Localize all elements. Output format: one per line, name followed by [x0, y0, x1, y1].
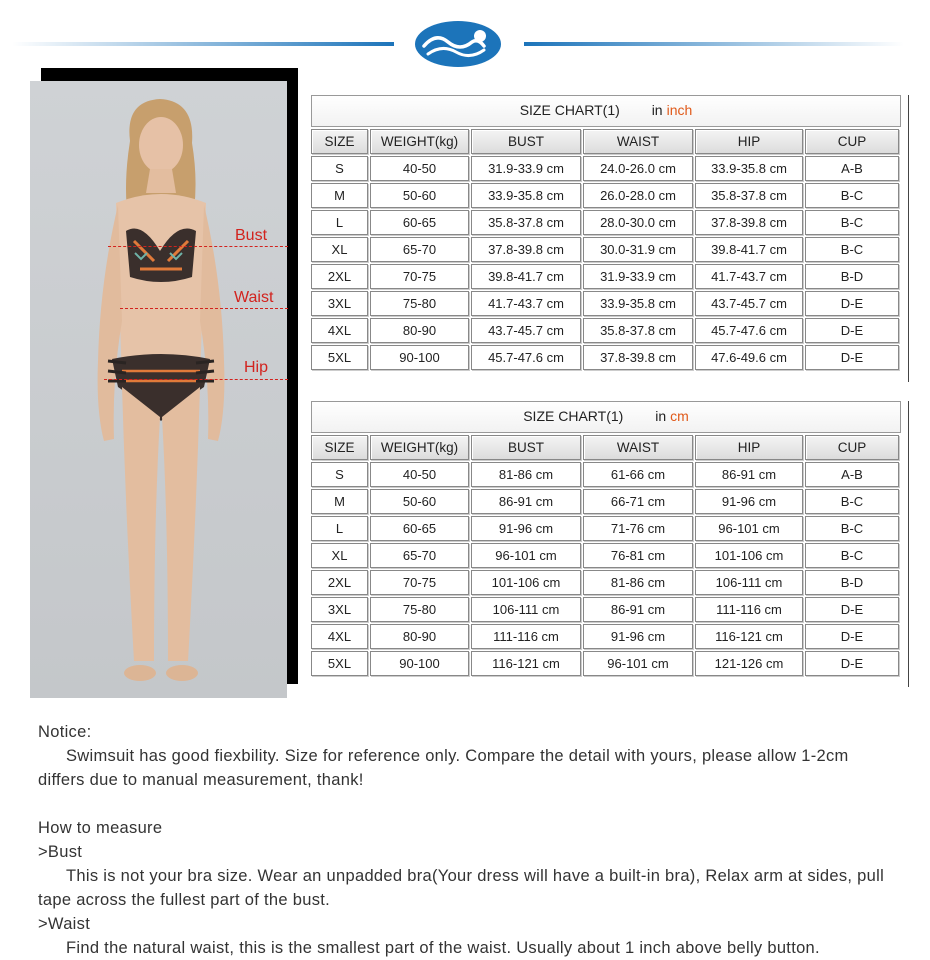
- hip-label: Hip: [244, 359, 269, 376]
- table-cell: 116-121 cm: [471, 651, 581, 676]
- table-cell: S: [311, 156, 368, 181]
- table-row: [311, 516, 901, 541]
- table-cell: 37.8-39.8 cm: [695, 210, 803, 235]
- table-cell: M: [311, 183, 368, 208]
- table-header-row: [311, 129, 901, 154]
- table-cell: 5XL: [311, 651, 368, 676]
- header-divider-right: [524, 42, 904, 46]
- table-cell: 28.0-30.0 cm: [583, 210, 693, 235]
- table-cell: D-E: [805, 651, 899, 676]
- notice-body: Swimsuit has good fiexbility. Size for reference only. Compare the detail with yours, please allow 1-2cm differs due to manual measurement, thank!: [38, 747, 849, 789]
- table-cell: 31.9-33.9 cm: [583, 264, 693, 289]
- table-cell: 90-100: [370, 345, 469, 370]
- table-cell: 80-90: [370, 624, 469, 649]
- hip-guide-line: [104, 379, 288, 380]
- table-cell: 41.7-43.7 cm: [471, 291, 581, 316]
- header-cell: CUP: [805, 129, 899, 154]
- table-cell: A-B: [805, 156, 899, 181]
- table-cell: 40-50: [370, 462, 469, 487]
- table-cell: 33.9-35.8 cm: [583, 291, 693, 316]
- chart-title-text: SIZE CHART(1): [519, 102, 620, 118]
- table-cell: 70-75: [370, 264, 469, 289]
- table-row: [311, 489, 901, 514]
- table-cell: 96-101 cm: [583, 651, 693, 676]
- table-cell: 86-91 cm: [471, 489, 581, 514]
- table-cell: 116-121 cm: [695, 624, 803, 649]
- table-cell: S: [311, 462, 368, 487]
- table-cell: 24.0-26.0 cm: [583, 156, 693, 181]
- table-header-row: [311, 435, 901, 460]
- table-cell: M: [311, 489, 368, 514]
- table-cell: 75-80: [370, 597, 469, 622]
- table-cell: B-C: [805, 183, 899, 208]
- size-chart-cm: [311, 401, 901, 676]
- table-cell: L: [311, 516, 368, 541]
- table-cell: 91-96 cm: [695, 489, 803, 514]
- table-cell: 43.7-45.7 cm: [471, 318, 581, 343]
- notice-heading: Notice:: [38, 723, 92, 741]
- table-cell: 86-91 cm: [583, 597, 693, 622]
- how-to-measure-heading: How to measure: [38, 819, 163, 837]
- table-row: [311, 291, 901, 316]
- header-cell: HIP: [695, 129, 803, 154]
- waist-guide-line: [120, 308, 288, 309]
- table-cell: 106-111 cm: [695, 570, 803, 595]
- bust-text: This is not your bra size. Wear an unpadded bra(Your dress will have a built-in bra), Relax arm at sides, pull tape across the fullest part of the bust.: [38, 867, 885, 909]
- header-cell: HIP: [695, 435, 803, 460]
- table-cell: 37.8-39.8 cm: [471, 237, 581, 262]
- table-edge-line: [908, 95, 909, 382]
- table-cell: 65-70: [370, 543, 469, 568]
- header-divider-left: [12, 42, 394, 46]
- table-cell: 26.0-28.0 cm: [583, 183, 693, 208]
- header-cell: SIZE: [311, 129, 368, 154]
- swim-wave-logo-icon: [414, 20, 502, 68]
- table-cell: 37.8-39.8 cm: [583, 345, 693, 370]
- table-cell: 39.8-41.7 cm: [471, 264, 581, 289]
- table-cell: 71-76 cm: [583, 516, 693, 541]
- table-cell: 39.8-41.7 cm: [695, 237, 803, 262]
- waist-text: Find the natural waist, this is the smallest part of the waist. Usually about 1 inch above belly button.: [66, 939, 820, 957]
- model-photo: [30, 81, 287, 698]
- table-cell: D-E: [805, 624, 899, 649]
- table-row: [311, 237, 901, 262]
- table-cell: 70-75: [370, 570, 469, 595]
- table-cell: 50-60: [370, 183, 469, 208]
- table-cell: B-C: [805, 237, 899, 262]
- table-cell: 101-106 cm: [471, 570, 581, 595]
- table-cell: 2XL: [311, 264, 368, 289]
- table-row: [311, 345, 901, 370]
- table-cell: 47.6-49.6 cm: [695, 345, 803, 370]
- table-cell: 90-100: [370, 651, 469, 676]
- table-cell: 45.7-47.6 cm: [471, 345, 581, 370]
- header-cell: BUST: [471, 129, 581, 154]
- header-cell: BUST: [471, 435, 581, 460]
- chart-unit: inch: [666, 102, 693, 118]
- table-cell: 65-70: [370, 237, 469, 262]
- table-row: [311, 462, 901, 487]
- table-row: [311, 570, 901, 595]
- table-row: [311, 264, 901, 289]
- table-row: [311, 318, 901, 343]
- table-cell: XL: [311, 237, 368, 262]
- header-cell: SIZE: [311, 435, 368, 460]
- table-cell: 33.9-35.8 cm: [471, 183, 581, 208]
- table-cell: 66-71 cm: [583, 489, 693, 514]
- table-cell: L: [311, 210, 368, 235]
- header-cell: WEIGHT(kg): [370, 129, 469, 154]
- table-cell: 35.8-37.8 cm: [471, 210, 581, 235]
- waist-heading: >Waist: [38, 915, 91, 933]
- table-cell: 80-90: [370, 318, 469, 343]
- table-cell: B-C: [805, 516, 899, 541]
- waist-label: Waist: [234, 289, 274, 306]
- table-cell: 35.8-37.8 cm: [583, 318, 693, 343]
- chart-title-cm: [311, 401, 901, 433]
- table-cell: 60-65: [370, 210, 469, 235]
- model-figure-image: [30, 81, 287, 698]
- chart-title-inch: [311, 95, 901, 127]
- table-cell: 81-86 cm: [471, 462, 581, 487]
- table-cell: 91-96 cm: [471, 516, 581, 541]
- table-cell: D-E: [805, 318, 899, 343]
- table-cell: 121-126 cm: [695, 651, 803, 676]
- table-cell: D-E: [805, 345, 899, 370]
- table-cell: 40-50: [370, 156, 469, 181]
- table-edge-line: [908, 401, 909, 687]
- table-cell: 3XL: [311, 291, 368, 316]
- table-cell: 33.9-35.8 cm: [695, 156, 803, 181]
- header-cell: CUP: [805, 435, 899, 460]
- chart-unit-prefix: in: [655, 408, 667, 424]
- table-cell: 91-96 cm: [583, 624, 693, 649]
- table-cell: B-C: [805, 210, 899, 235]
- table-cell: 96-101 cm: [695, 516, 803, 541]
- table-row: [311, 543, 901, 568]
- table-cell: 111-116 cm: [695, 597, 803, 622]
- table-cell: 86-91 cm: [695, 462, 803, 487]
- table-cell: 3XL: [311, 597, 368, 622]
- header-cell: WEIGHT(kg): [370, 435, 469, 460]
- table-cell: 76-81 cm: [583, 543, 693, 568]
- size-chart-inch: [311, 95, 901, 370]
- table-row: [311, 624, 901, 649]
- table-cell: XL: [311, 543, 368, 568]
- chart-unit-prefix: in: [651, 102, 663, 118]
- table-cell: 2XL: [311, 570, 368, 595]
- table-cell: 43.7-45.7 cm: [695, 291, 803, 316]
- table-cell: 41.7-43.7 cm: [695, 264, 803, 289]
- table-cell: 106-111 cm: [471, 597, 581, 622]
- table-row: [311, 183, 901, 208]
- table-cell: B-C: [805, 489, 899, 514]
- table-cell: 81-86 cm: [583, 570, 693, 595]
- table-cell: D-E: [805, 597, 899, 622]
- notice-section: [38, 720, 898, 960]
- table-cell: 96-101 cm: [471, 543, 581, 568]
- table-cell: 35.8-37.8 cm: [695, 183, 803, 208]
- table-cell: 30.0-31.9 cm: [583, 237, 693, 262]
- table-cell: 60-65: [370, 516, 469, 541]
- table-cell: B-D: [805, 570, 899, 595]
- table-cell: 61-66 cm: [583, 462, 693, 487]
- table-cell: 5XL: [311, 345, 368, 370]
- table-cell: 75-80: [370, 291, 469, 316]
- table-cell: A-B: [805, 462, 899, 487]
- table-cell: B-D: [805, 264, 899, 289]
- bust-label: Bust: [235, 227, 268, 244]
- chart-title-text: SIZE CHART(1): [523, 408, 624, 424]
- table-cell: 50-60: [370, 489, 469, 514]
- table-cell: 101-106 cm: [695, 543, 803, 568]
- table-cell: D-E: [805, 291, 899, 316]
- table-cell: 4XL: [311, 624, 368, 649]
- table-row: [311, 156, 901, 181]
- table-cell: 111-116 cm: [471, 624, 581, 649]
- header-cell: WAIST: [583, 435, 693, 460]
- table-row: [311, 651, 901, 676]
- bust-guide-line: [108, 246, 288, 247]
- chart-unit: cm: [670, 408, 689, 424]
- table-row: [311, 597, 901, 622]
- table-cell: 31.9-33.9 cm: [471, 156, 581, 181]
- table-cell: 45.7-47.6 cm: [695, 318, 803, 343]
- bust-heading: >Bust: [38, 843, 83, 861]
- table-cell: B-C: [805, 543, 899, 568]
- table-cell: 4XL: [311, 318, 368, 343]
- header-cell: WAIST: [583, 129, 693, 154]
- table-row: [311, 210, 901, 235]
